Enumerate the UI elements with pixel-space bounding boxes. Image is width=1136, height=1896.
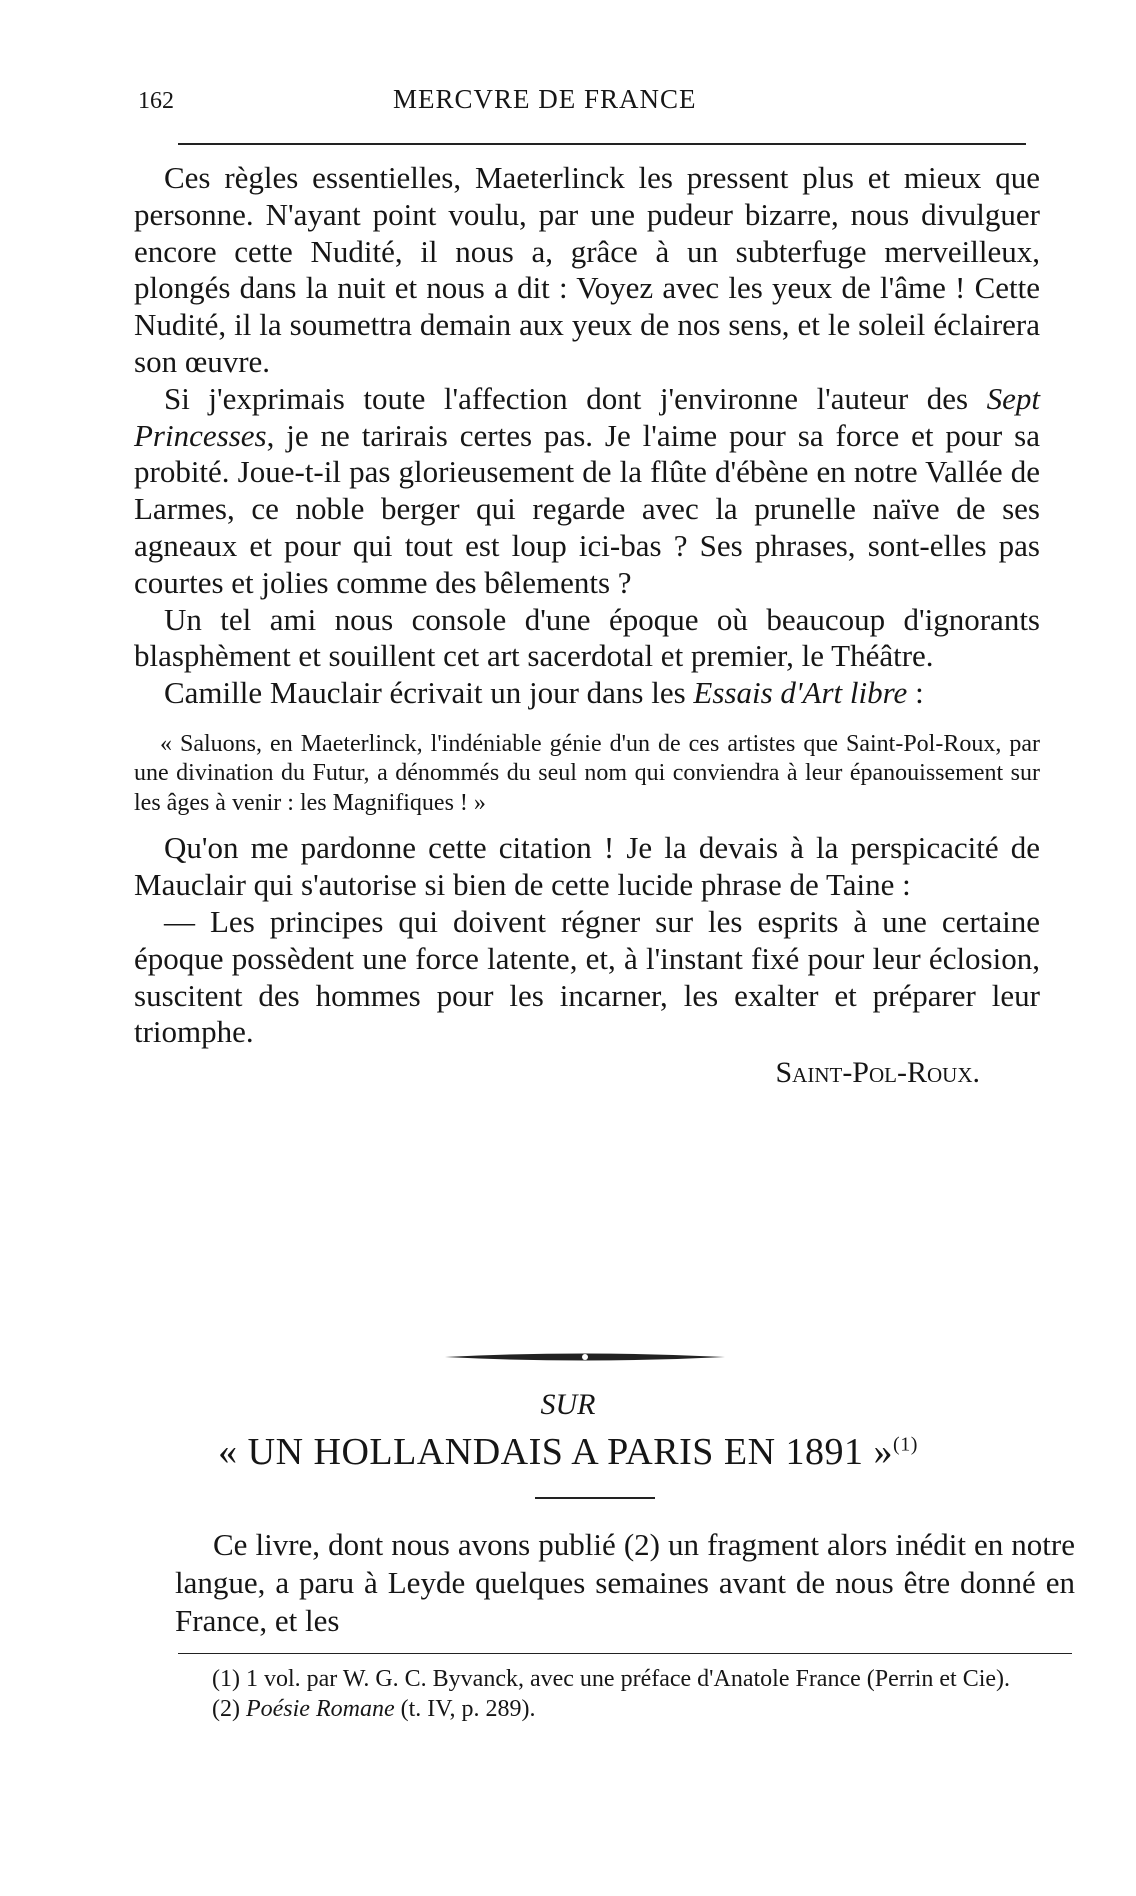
- italic-title: Sept Princesses: [134, 380, 1040, 453]
- footnote-rule: [178, 1653, 1072, 1654]
- section-kicker: SUR: [540, 1388, 596, 1421]
- italic-title: Essais d'Art libre: [693, 675, 908, 711]
- paragraph: Ce livre, dont nous avons publié (2) un fragment alors inédit en notre langue, a paru à Leyde quelques semaines avant de nous être donné en France, et les: [175, 1527, 1075, 1638]
- running-title: MERCVRE DE FRANCE: [393, 84, 697, 114]
- italic-title: Poésie Romane: [245, 1696, 395, 1722]
- paragraph: Ces règles essentielles, Maeterlinck les pressent plus et mieux que personne. N'ayant point voulu, par une pudeur bizarre, nous divulguer encore cette Nudité, il nous a, grâce à un subterfuge merveilleux, plongés dans la nuit et nous a dit : Voyez avec les yeux de l'âme ! Cette Nudité, il la soumettra demain aux yeux de nos sens, et le soleil éclairera son œuvre.: [134, 160, 1040, 379]
- quote-text: « Saluons, en Maeterlinck, l'indéniable génie d'un de ces artistes que Saint-Pol-Roux, par une divination du Futur, a dénommés du seul nom qui conviendra à leur épanouissement sur les âges à venir : les Magnifiques ! »: [134, 730, 1040, 816]
- footnote-ref: (1): [893, 1433, 918, 1456]
- page-header: [138, 84, 1058, 124]
- paragraph: Camille Mauclair écrivait un jour dans les Essais d'Art libre :: [164, 675, 924, 711]
- section-body: [175, 1526, 1075, 1640]
- page-number: 162: [138, 88, 174, 114]
- header-rule: [178, 143, 1026, 145]
- footnote-2: (2) Poésie Romane (t. IV, p. 289).: [212, 1696, 536, 1722]
- footnote-1: (1) 1 vol. par W. G. C. Byvanck, avec une préface d'Anatole France (Perrin et Cie).: [212, 1666, 1011, 1692]
- author-signature: Saint-Pol-Roux.: [775, 1056, 980, 1090]
- section-title: « UN HOLLANDAIS A PARIS EN 1891 »$^{(1)}$: [218, 1431, 918, 1473]
- article-body: [134, 160, 1040, 1092]
- footnotes: [178, 1664, 1068, 1724]
- ornament-divider: [440, 1347, 730, 1367]
- paragraph: Si j'exprimais toute l'affection dont j'environne l'auteur des Sept Princesses, je ne tarirais certes pas. Je l'aime pour sa force et pour sa probité. Joue-t-il pas glorieusement de la flûte d'ébène en notre Vallée de Larmes, ce noble berger qui regarde avec la prunelle naïve de ses agneaux et pour qui tout est loup ici-bas ? Ses phrases, sont-elles pas courtes et jolies comme des bêlements ?: [134, 380, 1040, 600]
- paragraph: — Les principes qui doivent régner sur les esprits à une certaine époque possèdent une force latente, et, à l'instant fixé pour leur éclosion, suscitent des hommes pour les incarner, les exalter et préparer leur triomphe.: [134, 904, 1040, 1050]
- paragraph: Qu'on me pardonne cette citation ! Je la devais à la perspicacité de Mauclair qui s'autorise si bien de cette lucide phrase de Taine :: [134, 830, 1040, 903]
- block-quote: [134, 730, 1040, 819]
- title-rule: [535, 1497, 655, 1499]
- paragraph: Un tel ami nous console d'une époque où beaucoup d'ignorants blasphèment et souillent cet art sacerdotal et premier, le Théâtre.: [134, 601, 1040, 674]
